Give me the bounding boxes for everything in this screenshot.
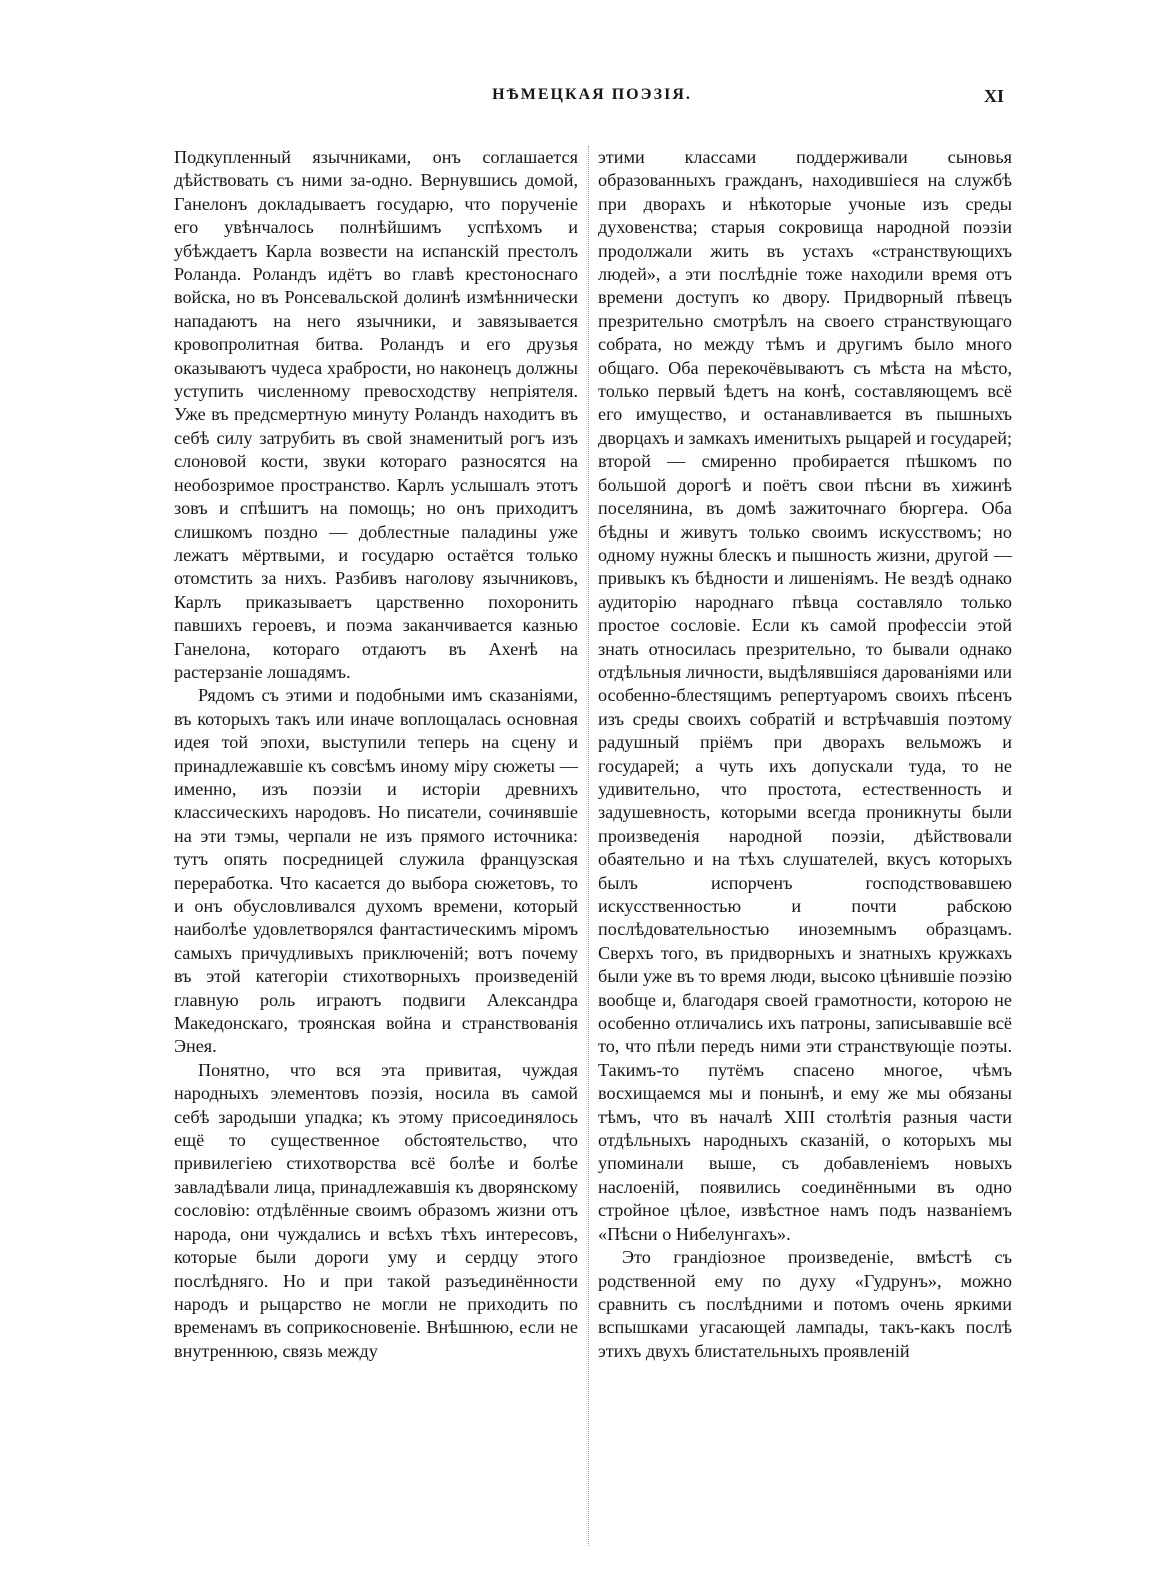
- paragraph: Подкупленный язычниками, онъ соглашается дѣйствовать съ ними за-одно. Вернувшись домой, Ганелонъ докладываетъ государю, что порученіе его увѣнчалось полнѣйшимъ успѣхомъ и убѣждаетъ Карла возвести на испанскій престолъ Роланда. Роландъ идётъ во главѣ крестоноснаго войска, но въ Ронсевальской долинѣ измѣннически нападаютъ на него язычники, и завязывается кровопролитная битва. Роландъ и его друзья оказываютъ чудеса храбрости, но наконецъ должны уступить численному превосходству непріятеля. Уже въ предсмертную минуту Роландъ находитъ въ себѣ силу затрубить въ свой знаменитый рогъ изъ слоновой кости, звуки котораго разносятся на необозримое пространство. Карлъ услышалъ этотъ зовъ и спѣшитъ на помощь; но онъ приходитъ слишкомъ поздно — доблестные паладины уже лежатъ мёртвыми, и государю остаётся только отомстить за нихъ. Разбивъ наголову язычниковъ, Карлъ приказываетъ царственно похоронить павшихъ героевъ, и поэма заканчивается казнью Ганелона, котораго отдаютъ въ Ахенѣ на растерзаніе лошадямъ.: [174, 147, 578, 682]
- left-column: [174, 146, 578, 1363]
- paragraph: Рядомъ съ этими и подобными имъ сказаніями, въ которыхъ такъ или иначе воплощалась основная идея той эпохи, выступили теперь на сцену и принадлежавшіе къ совсѣмъ иному міру сюжеты — именно, изъ поэзіи и исторіи древнихъ классическихъ народовъ. Но писатели, сочинявшіе на эти тэмы, черпали не изъ прямого источника: тутъ опять посредницей служила французская переработка. Что касается до выбора сюжетовъ, то и онъ обусловливался духомъ времени, который наиболѣе удовлетворялся фантастическимъ міромъ самыхъ причудливыхъ приключеній; вотъ почему въ этой категоріи стихотворныхъ произведеній главную роль играютъ подвиги Александра Македонскаго, троянская война и странствованія Энея.: [174, 685, 578, 1057]
- paragraph: этими классами поддерживали сыновья образованныхъ гражданъ, находившіеся на службѣ при дворахъ и нѣкоторые учоные изъ среды духовенства; старыя сокровища народной поэзіи продолжали жить въ устахъ «странствующихъ людей», а эти послѣдніе тоже находили время отъ времени доступъ ко двору. Придворный пѣвецъ презрительно смотрѣлъ на своего странствующаго собрата, но между тѣмъ и другимъ было много общаго. Оба перекочёвываютъ съ мѣста на мѣсто, только первый ѣдетъ на конѣ, составляющемъ всё его имущество, и останавливается въ пышныхъ дворцахъ и замкахъ именитыхъ рыцарей и государей; второй — смиренно пробирается пѣшкомъ по большой дорогѣ и поётъ свои пѣсни въ хижинѣ поселянина, въ домѣ зажиточнаго бюргера. Оба бѣдны и живутъ только своимъ искусствомъ; но одному нужны блескъ и пышность жизни, другой — привыкъ къ бѣдности и лишеніямъ. Не вездѣ однако аудиторію народнаго пѣвца составляло только простое сословіе. Если къ самой профессіи этой знать относилась презрительно, то бывали однако отдѣльныя личности, выдѣлявшіяся дарованіями или особенно-блестящимъ репертуаромъ своихъ пѣсенъ изъ среды своихъ собратій и встрѣчавшія поэтому радушный пріёмъ при дворахъ вельможъ и государей; а чуть ихъ допускали туда, то не удивительно, что простота, естественность и задушевность, которыми всегда проникнуты были произведенія народной поэзіи, дѣйствовали обаятельно и на тѣхъ слушателей, вкусъ которыхъ былъ испорченъ господствовавшею искусственностью и почти рабскою послѣдовательностью иноземнымъ образцамъ. Сверхъ того, въ придворныхъ и знатныхъ кружкахъ были уже въ то время люди, высоко цѣнившіе поэзію вообще и, благодаря своей грамотности, которою не особенно отличались ихъ патроны, записывавшіе всё то, что пѣли передъ ними эти странствующіе поэты. Такимъ-то путёмъ спасено многое, чѣмъ восхищаемся мы и понынѣ, и ему же мы обязаны тѣмъ, что въ началѣ XIII столѣтія разныя части отдѣльныхъ народныхъ сказаній, о которыхъ мы упоминали выше, съ добавленіемъ новыхъ наслоеній, появились соединёнными въ одно стройное цѣлое, извѣстное намъ подъ названіемъ «Пѣсни о Нибелунгахъ».: [598, 147, 1012, 1244]
- page-number: XI: [983, 86, 1004, 106]
- paragraph: Понятно, что вся эта привитая, чуждая народныхъ элементовъ поэзія, носила въ самой себѣ зародыши упадка; къ этому присоединялось ещё то существенное обстоятельство, что привилегіею стихотворства всё болѣе и болѣе завладѣвали лица, принадлежавшія къ дворянскому сословію: отдѣлённые своимъ образомъ жизни отъ народа, они чуждались и всѣхъ тѣхъ интересовъ, которые были дороги уму и сердцу этого послѣдняго. Но и при такой разъединённости народъ и рыцарство не могли не приходить по временамъ въ соприкосновеніе. Внѣшнюю, если не внутреннюю, связь между: [174, 1059, 578, 1361]
- right-column: [598, 146, 1012, 1363]
- paragraph: Это грандіозное произведеніе, вмѣстѣ съ родственной ему по духу «Гудрунъ», можно сравнить съ послѣдними и потомъ очень яркими вспышками угасающей лампады, такъ-какъ послѣ этихъ двухъ блистательныхъ проявленій: [598, 1247, 1012, 1361]
- column-divider: [588, 146, 589, 1546]
- running-title: НѢМЕЦКАЯ ПОЭЗІЯ.: [492, 86, 692, 103]
- page-header: [172, 86, 1012, 114]
